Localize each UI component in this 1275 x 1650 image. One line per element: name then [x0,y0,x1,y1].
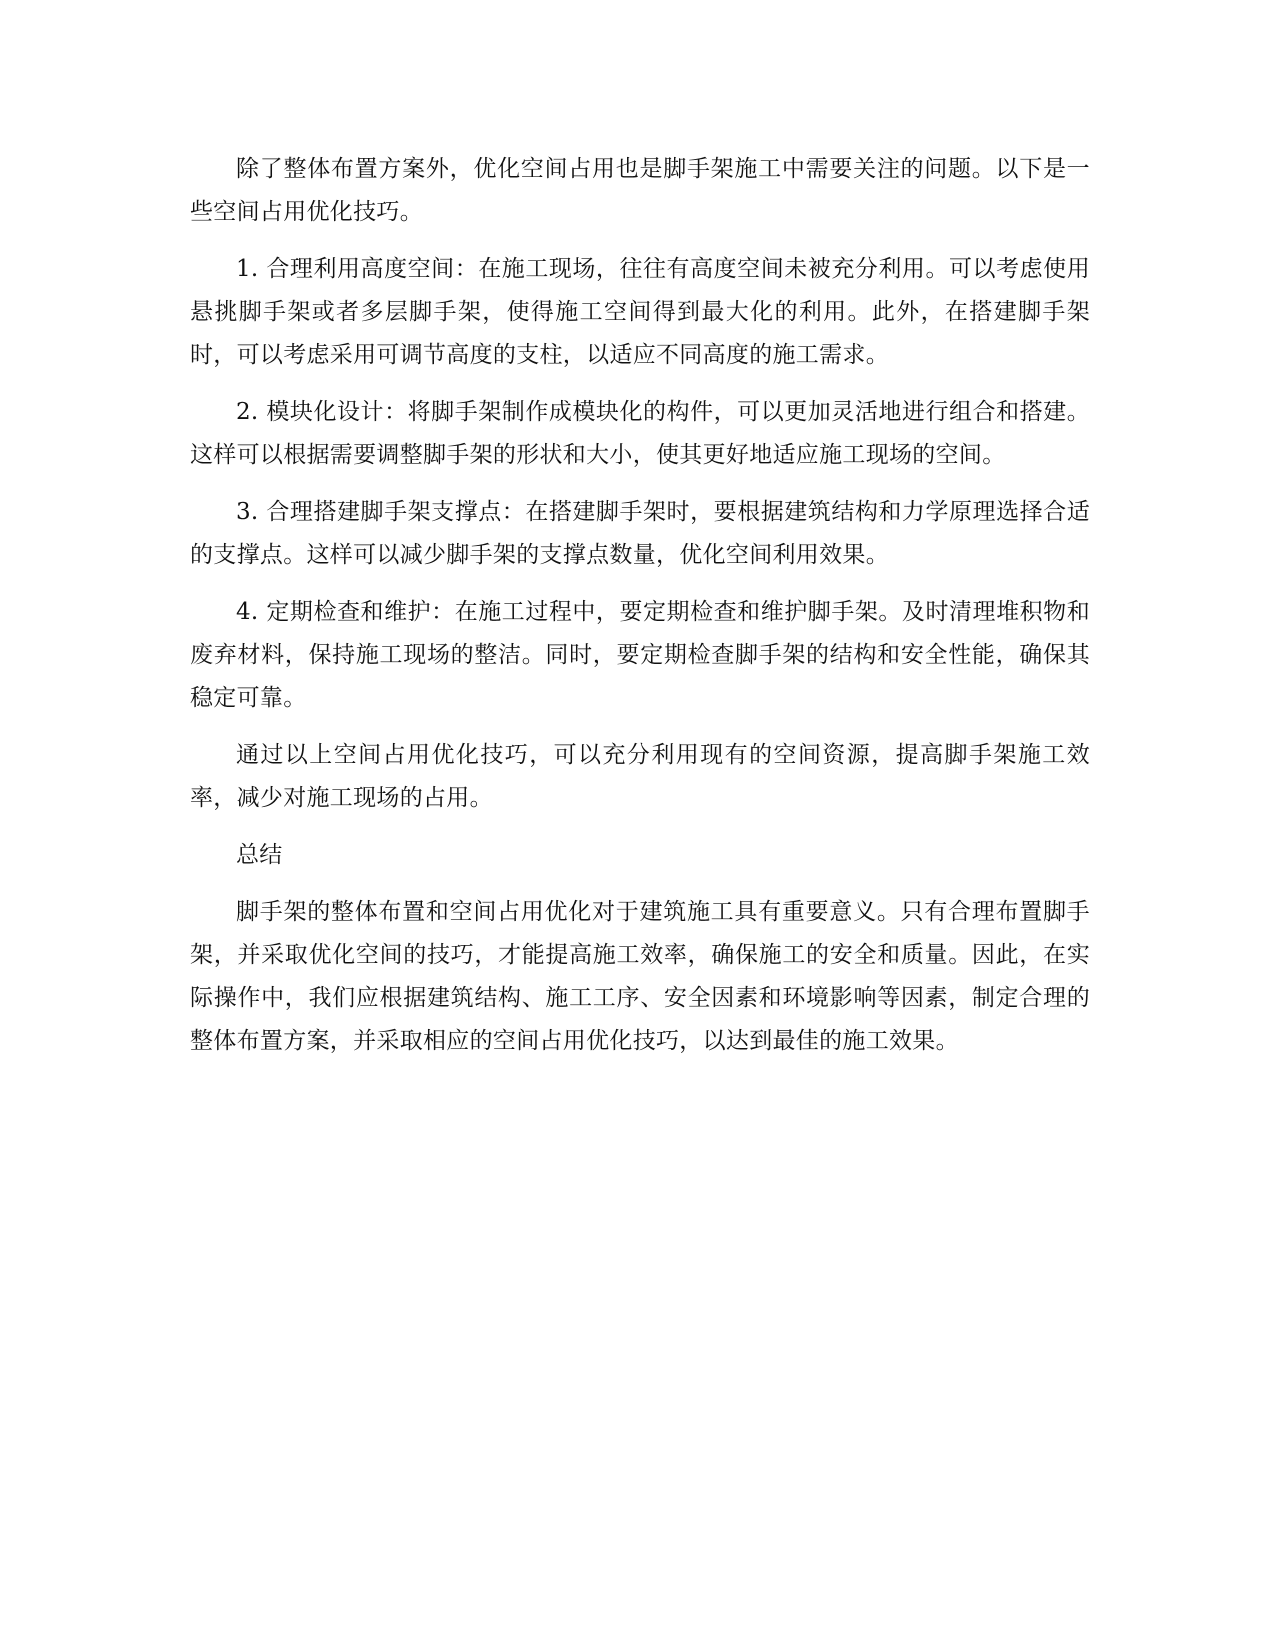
summary-heading: 总结 [236,842,283,868]
tip-1-paragraph: 1. 合理利用高度空间：在施工现场，往往有高度空间未被充分利用。可以考虑使用悬挑脚手架或者多层脚手架，使得施工空间得到最大化的利用。此外，在搭建脚手架时，可以考虑采用可调节高度的支柱，以适应不同高度的施工需求。 [190,256,1090,368]
tip-2-paragraph: 2. 模块化设计：将脚手架制作成模块化的构件，可以更加灵活地进行组合和搭建。这样可以根据需要调整脚手架的形状和大小，使其更好地适应施工现场的空间。 [190,399,1090,468]
summary-paragraph: 脚手架的整体布置和空间占用优化对于建筑施工具有重要意义。只有合理布置脚手架，并采取优化空间的技巧，才能提高施工效率，确保施工的安全和质量。因此，在实际操作中，我们应根据建筑结构、施工工序、安全因素和环境影响等因素，制定合理的整体布置方案，并采取相应的空间占用优化技巧，以达到最佳的施工效果。 [190,899,1090,1054]
tip-4-paragraph: 4. 定期检查和维护：在施工过程中，要定期检查和维护脚手架。及时清理堆积物和废弃材料，保持施工现场的整洁。同时，要定期检查脚手架的结构和安全性能，确保其稳定可靠。 [190,599,1090,711]
tip-3-paragraph: 3. 合理搭建脚手架支撑点：在搭建脚手架时，要根据建筑结构和力学原理选择合适的支撑点。这样可以减少脚手架的支撑点数量，优化空间利用效果。 [190,499,1090,568]
document-page [190,148,1090,1077]
conclusion-paragraph: 通过以上空间占用优化技巧，可以充分利用现有的空间资源，提高脚手架施工效率，减少对施工现场的占用。 [190,742,1090,811]
intro-paragraph: 除了整体布置方案外，优化空间占用也是脚手架施工中需要关注的问题。以下是一些空间占用优化技巧。 [190,156,1090,225]
